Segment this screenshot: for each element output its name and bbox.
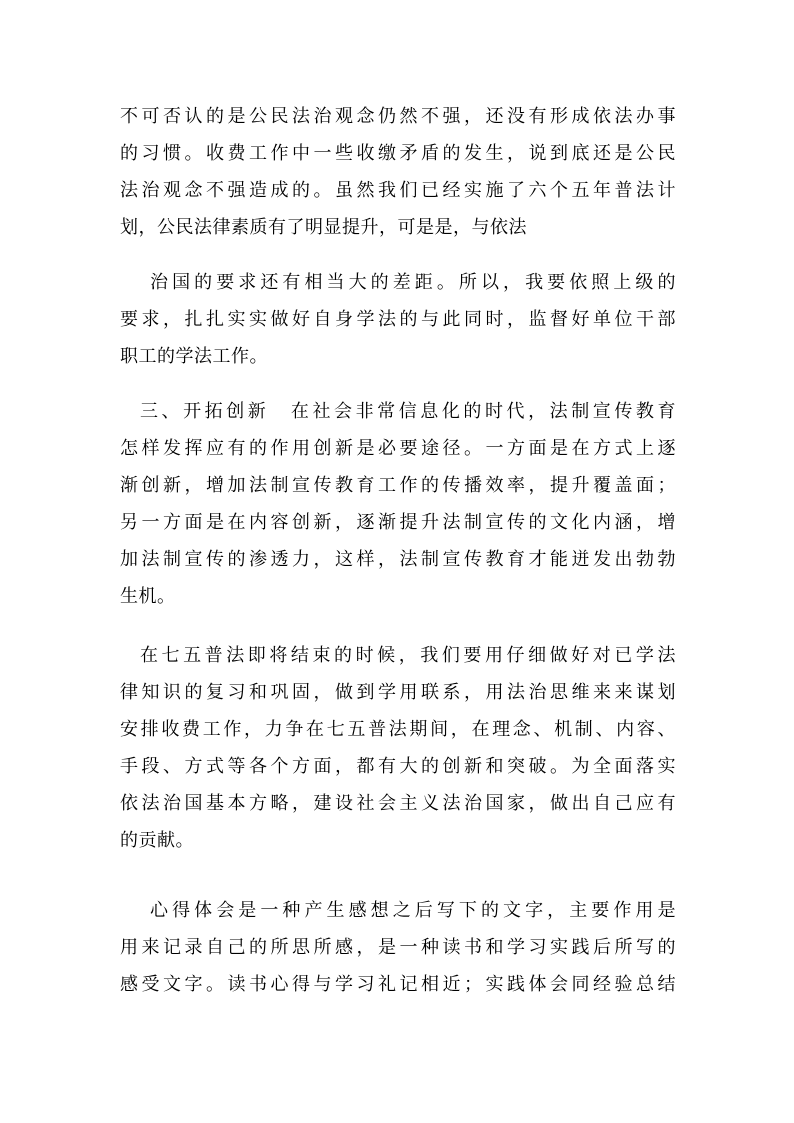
- text-line: 不可否认的是公民法治观念仍然不强，还没有形成依法办事: [120, 106, 676, 127]
- text-line: 渐创新，增加法制宣传教育工作的传播效率，提升覆盖面；: [120, 475, 676, 496]
- text-line: 感受文字。读书心得与学习礼记相近；实践体会同经验总结: [120, 974, 676, 995]
- text-line: 心得体会是一种产生感想之后写下的文字，主要作用是: [150, 900, 676, 921]
- paragraph-4: [120, 637, 676, 859]
- text-line: 要求，扎扎实实做好自身学法的与此同时，监督好单位干部: [120, 309, 676, 330]
- text-line: 手段、方式等各个方面，都有大的创新和突破。为全面落实: [120, 756, 676, 777]
- text-line: 生机。: [120, 586, 176, 607]
- text-line: 另一方面是在内容创新，逐渐提升法制宣传的文化内涵，增: [120, 512, 676, 533]
- text-line: 安排收费工作，力争在七五普法期间，在理念、机制、内容、: [120, 719, 676, 740]
- paragraph-2: [120, 264, 676, 375]
- paragraph-5: [120, 892, 676, 1003]
- text-line: 的习惯。收费工作中一些收缴矛盾的发生，说到底还是公民: [120, 143, 676, 164]
- text-line: 怎样发挥应有的作用创新是必要途径。一方面是在方式上逐: [120, 438, 676, 459]
- paragraph-1: [120, 98, 676, 246]
- text-line: 的贡献。: [120, 830, 194, 851]
- text-line: 加法制宣传的渗透力，这样，法制宣传教育才能迸发出勃勃: [120, 549, 676, 570]
- text-line: 依法治国基本方略，建设社会主义法治国家，做出自己应有: [120, 793, 676, 814]
- section-heading-line: 三、开拓创新 在社会非常信息化的时代，法制宣传教育: [140, 401, 676, 422]
- text-line: 律知识的复习和巩固，做到学用联系，用法治思维来来谋划: [120, 682, 676, 703]
- text-line: 用来记录自己的所思所感，是一种读书和学习实践后所写的: [120, 937, 676, 958]
- paragraph-3: [120, 393, 676, 615]
- text-line: 治国的要求还有相当大的差距。所以，我要依照上级的: [150, 272, 676, 293]
- text-line: 划，公民法律素质有了明显提升，可是是，与依法: [120, 217, 527, 238]
- text-line: 职工的学法工作。: [120, 346, 268, 367]
- text-line: 法治观念不强造成的。虽然我们已经实施了六个五年普法计: [120, 180, 676, 201]
- text-line: 在七五普法即将结束的时候，我们要用仔细做好对已学法: [140, 645, 676, 666]
